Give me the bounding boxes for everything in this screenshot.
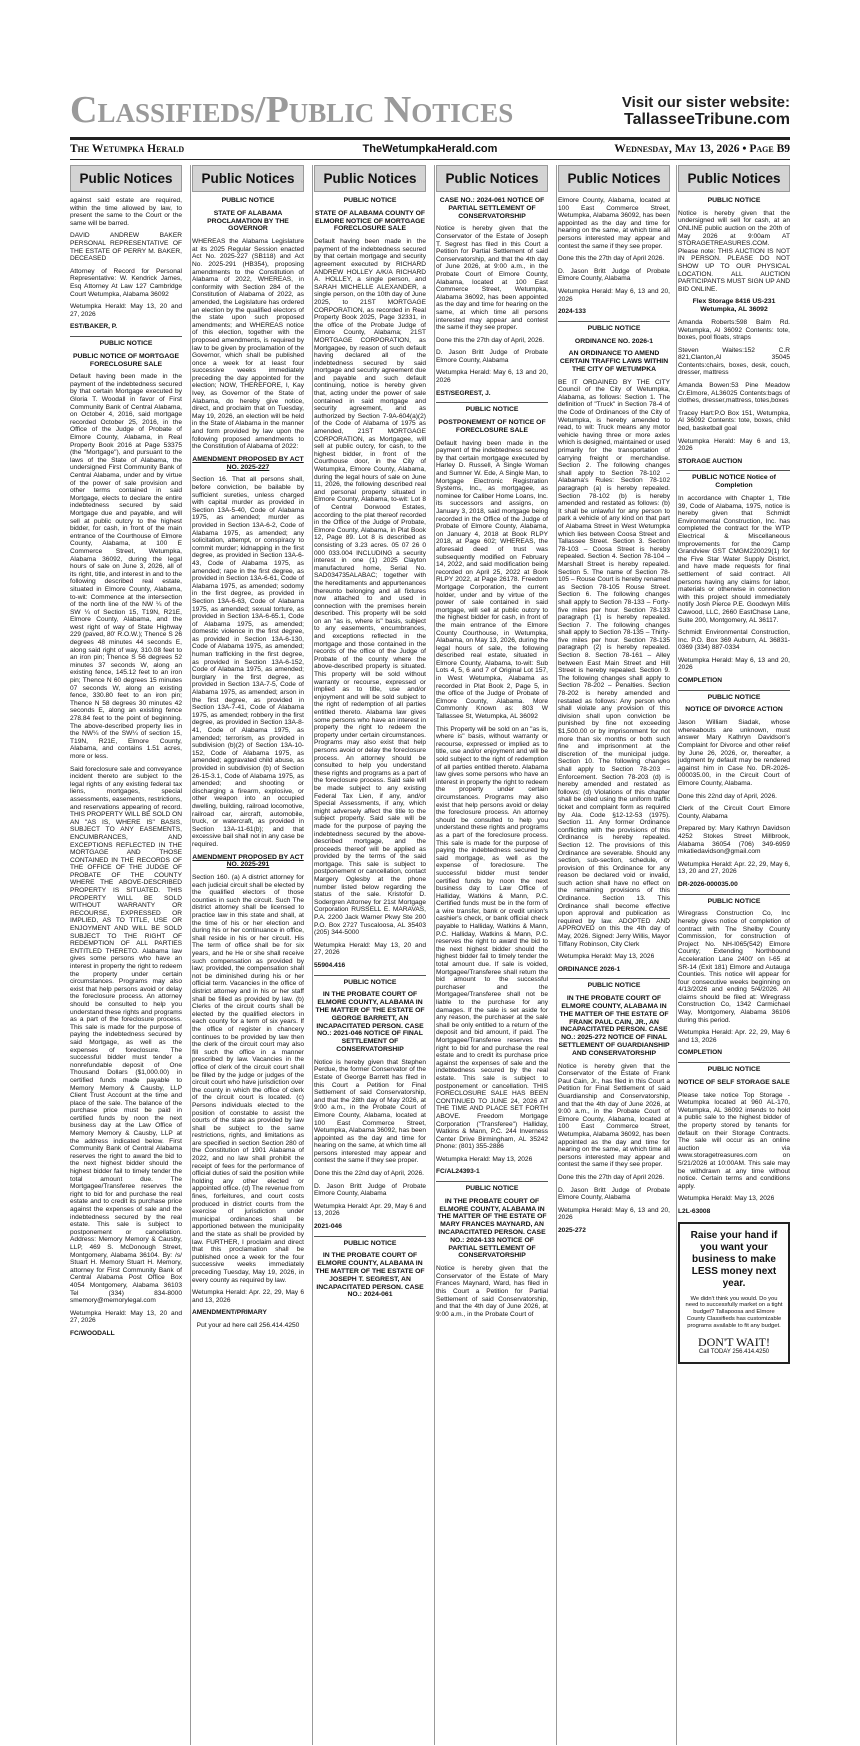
notice-separator [314, 1236, 426, 1237]
column-6 [678, 165, 790, 1745]
notice-separator [558, 978, 670, 979]
notice-heading: AN ORDINANCE TO AMEND CERTAIN TRAFFIC LAWS WITHIN THE CITY OF WETUMPKA [559, 350, 669, 373]
notice-separator [558, 321, 670, 322]
notice-reference: ORDINANCE 2026-1 [558, 965, 621, 973]
amendment-heading: AMENDMENT PROPOSED BY ACT NO. 2025-227 [192, 455, 304, 471]
top-rule [70, 137, 790, 140]
notice-heading: PUBLIC NOTICE [343, 197, 397, 204]
sister-site-link[interactable]: TallasseeTribune.com [624, 111, 790, 128]
notice-paragraph: D. Jason Britt Judge of Probate Elmore County, Alabama [436, 349, 548, 364]
notice-heading: PUBLIC NOTICE [343, 1239, 397, 1247]
notice-heading: IN THE PROBATE COURT OF ELMORE COUNTY, ALABAMA IN THE MATTER OF THE ESTATE OF GEORGE BARRETT, AN INCAPACITATED PERSON. CASE NO.: 2021-046 NOTICE OF FINAL SETTLEMENT OF CONSERVATORSHIP [315, 991, 425, 1053]
notice-heading: NOTICE OF DIVORCE ACTION [685, 706, 783, 714]
notice-paragraph: Wetumpka Herald: Apr. 22, 29, May 6 and 13, 2026 [678, 1029, 790, 1044]
notice-paragraph: Wetumpka Herald: May 13, 2026 [558, 953, 655, 961]
notice-paragraph: Done this 22nd day of April, 2026. [678, 792, 777, 800]
column-1 [70, 165, 182, 1745]
notice-paragraph: Done this the 27th day of April 2026. [558, 255, 665, 263]
notice-reference: AMENDMENT/PRIMARY [192, 1309, 267, 1317]
notice-paragraph: Wetumpka Herald: May 13, 20 and 27, 2026 [314, 941, 426, 957]
notice-separator [70, 336, 182, 337]
notice-paragraph: D. Jason Britt Judge of Probate Elmore County, Alabama [558, 1186, 670, 1202]
ad-headline: Raise your hand if you want your business to make LESS money next year. [690, 1229, 778, 1289]
notice-paragraph: Schmidt Environmental Construction, Inc. P.O. Box 369 Auburn, AL 36831-0369 (334) 887-0334 [678, 629, 790, 652]
notice-paragraph: Wetumpka Herald: May 13, 20 and 27, 2026 [70, 1309, 182, 1325]
classified-promo-ad[interactable] [678, 1222, 790, 1364]
notice-columns [70, 165, 790, 1745]
bottom-rule [70, 159, 790, 160]
notice-heading: PUBLIC NOTICE [707, 1066, 761, 1074]
notice-paragraph: Default having been made in the payment of the indebtedness secured by that certain Mortgage executed by Gloria T. Woodall in favor of First Community Bank of Central Alabama, on October 4, 2016, said mortgage recorded October 25, 2016, in the Office of the Judge of Probate of Elmore County, Alabama, in Real Property Book 2016 at Page 53375 (the "Mortgage"), and pursuant to the laws of the State of Alabama, the undersigned First Community Bank of Central Alabama, under and by virtue of the power of sale provision and other terms contained in said Mortgage, elects to declare the entire indebtedness secured by said Mortgage due and payable, and will sell at public outcry to the highest bidder, for cash, in front of the main entrance of the Courthouse of Elmore County, Alabama, at 100 E Commerce Street, Wetumpka, Alabama 36092, during the legal hours of sale on June 3, 2026, all of its right, title, and interest in and to the following described real estate, situated in Elmore County, Alabama, to-wit: Commence at the intersection of the north line of the NW ¼ of the SW ¼ of Section 15, T19N, R21E, Elmore County, Alabama, and the west right of way of State Highway 229 (paved, 80' R.O.W.); Thence S 26 degrees 48 minutes 44 seconds E, along said right of way, 310.08 feet to an iron pin; Thence S 56 degrees 52 minutes 37 seconds W, along an existing fence, 145.12 feet to an iron pin; Thence N 60 degrees 15 minutes 07 seconds W, along an existing fence, 330.80 feet to an iron pin; Thence N 58 degrees 30 minutes 42 seconds E, along an existing fence 278.84 feet to the point of beginning. The above-described property lies in the NW¼ of the SW¼ of section 15, T19N, R21E, Elmore County, Alabama, and contains 1.51 acres, more or less. [70, 373, 182, 760]
public-notices-banner: Public Notices [314, 165, 426, 192]
notice-reference: 2025-272 [558, 1226, 586, 1234]
notice-paragraph: Wetumpka Herald: Apr. 29, May 6 and 13, 2026 [314, 1202, 426, 1218]
notice-paragraph: BE IT ORDAINED BY THE CITY Council of the City of Wetumpka, Alabama, as follows: Section 1. The definition of "Truck" in Section 78-4 of the Code of Ordinances of the City of Wetumpka, is hereby amended to read, to wit: Truck means any motor vehicle having three or more axles which is designed, maintained or used primarily for the transportation of carrying freight or merchandise. Section 2. The following changes shall apply to Section 78-102 – Alabama's Rules: Section 78-102 paragraph (a) is hereby repealed. Section 78-102 (b) is hereby amended and restated as follows: (b) It shall be unlawful for any person to park a vehicle of any kind on that part of Alabama Street in West Wetumpka which lies between Coosa Street and Tallassee Street. Section 3. Section 78-103 – Coosa Street is hereby repealed. Section 4. Section 78-104 – Marshall Street is hereby repealed. Section 5. The name of Section 78-105 – Rouse Court is hereby renamed as Section 78-105 Rouse Street. Section 6. The following changes shall apply to Section 78-133 – Forty-five miles per hour. Section 78-133 paragraph (1) is hereby repealed. Section 7. The following changes shall apply to Section 78-135 – Thirty-five miles per hour. Section 78-135 paragraph (2) is hereby repealed. Section 8. Section 78-161 – Alley between East Main Street and Hill Street is hereby repealed. Section 9. The following changes shall apply to Section 78-202 – Penalties. Section 78-202 is hereby amended and restated as follows: Any person who shall violate any provision of this division shall upon conviction be punished by fine not exceeding $1,500.00 or by imprisonment for not more than six months or both such fine and imprisonment at the discretion of the municipal judge. Section 10. The following changes shall apply to Section 78-203 – Enforcement. Section 78-203 (d) is hereby amended and restated as follows: (d) Violations of this chapter shall be cited using the uniform traffic ticket and complaint form as required by Ala. Code §12-12-53 (1975). Section 11. Any former Ordinance conflicting with the provisions of this Ordinance is hereby repealed. Section 12. The provisions of this Ordinance are severable. Should any section, sub-section, schedule, or provision of this Ordinance for any reason be declared void or invalid, such action shall have no effect on the remaining provisions of this Ordinance. Section 13. This Ordinance shall become effective upon approval and publication as required by law. ADOPTED AND APPROVED on this the 4th day of May, 2026. Signed: Jerry Willis, Mayor Tiffany Robinson, City Clerk [558, 378, 670, 948]
notice-paragraph: Default having been made in the payment of the indebtedness secured by that certain mortgage executed by Harley D. Russell, A Single Woman and Sumner W. Ede, A Single Man, to Mortgage Electronic Registration Systems, Inc., as mortgagee, as nominee for Caliber Home Loans, Inc. its successors and assigns, on January 3, 2018, said mortgage being recorded in the Office of the Judge of Probate of Elmore County, Alabama, on January 4, 2018 at Book RLPY 2018, at Page 602; WHEREAS, the aforesaid deed of trust was subsequently modified on February 14, 2022, and said modification being recorded on April 25, 2022 at Book RLPY 2022, at Page 26178. Freedom Mortgage Corporation, the current holder, under and by virtue of the power of sale contained in said mortgage, will sell at public outcry to the highest bidder for cash, in front of the main entrance of the Elmore County Courthouse, in Wetumpka, Alabama, on May 13, 2026, during the legal hours of sale, the following described real estate, situated in Elmore County, Alabama, to-wit: Sub Lots 4, 5, 6 and 7 of Original Lot 157, in West Wetumpka, Alabama as recorded in Plat Book 2, Page 5, in the office of the Judge of Probate of Elmore County, Alabama. More Commonly Known as: 803 W Tallassee St, Wetumpka, AL 36092 [436, 439, 548, 721]
notice-reference: COMPLETION [678, 1049, 722, 1057]
notice-paragraph: Please take notice Top Storage - Wetumpka located at 960 AL-170, Wetumpka, AL 36092 intends to hold a public sale to the highest bidder of the property stored by tenants for default on their Storage Contracts. The sale will occur as an online auction via www.storagetreasures.com on 5/21/2026 at 10:00AM. This sale may be withdrawn at any time without notice. Certain terms and conditions apply. [678, 1091, 790, 1190]
notice-heading: CASE NO.: 2024-061 NOTICE OF PARTIAL SETTLEMENT OF CONSERVATORSHIP [439, 197, 545, 220]
notice-paragraph: This Property will be sold on an "as is, where is" basis, without warranty or recourse, expressed or implied as to title, use and/or enjoyment and will be sold subject to the right of redemption of all parties entitled thereto. Alabama law gives some persons who have an interest in property the right to redeem the property under certain circumstances. Programs may also exist that help persons avoid or delay the foreclosure process. An attorney should be consulted to help you understand these rights and programs as a part of the foreclosure process. This sale is made for the purpose of paying the indebtedness secured by said mortgage, as well as the expense of foreclosure. The successful bidder must tender certified funds by noon the next business day to Law Office of Halliday, Watkins & Mann, P.C. Certified funds must be in the form of a wire transfer, bank or credit union's cashier's check, or bank official check payable to Halliday, Watkins & Mann, P.C. Halliday, Watkins & Mann, P.C. reserves the right to award the bid to the next highest bidder should the highest bidder fail to timely tender the total amount due. If sale is voided, Mortgagee/Transferee shall return the bid amount to the successful purchaser and the Mortgagee/Transferee shall not be liable to the purchase for any damages. If the sale is set aside for any reason, the purchaser at the sale shall be only entitled to a return of the deposit and bid amount, if paid. The Mortgagee/Transferee reserves the right to bid for and purchase the real estate and to credit its purchase price against the expenses of sale and the indebtedness secured by the real estate. This sale is subject to postponement or cancellation. THIS FORECLOSURE SALE HAS BEEN CONTINUED TO JUNE 24, 2026 AT THE TIME AND PLACE SET FORTH ABOVE. Freedom Mortgage Corporation ("Transferee") Halliday, Watkins & Mann, P.C. 244 Inverness Center Drive Birmingham, AL 35242 Phone: (801) 355-2886 [436, 725, 548, 1151]
notice-paragraph: Notice is hereby given that the Conservator of the Estate of Frank Paul Cain, Jr., has filed in this Court a Petition for Final Settlement of said Guardianship and Conservatorship, and that the 4th day of June 2026, at 9:00 a.m., in the Probate Court of Elmore County, Alabama, located at 100 East Commerce Street, Wetumpka, Alabama 36092, has been appointed as the day and time for hearing on the same, at which time all persons interested may appear and contest the same if they see proper. [558, 1062, 670, 1169]
notice-reference: FC/AL24393-1 [436, 1168, 480, 1176]
notice-paragraph: Prepared by: Mary Kathryn Davidson 4252 Stokes Street Millbrook, Alabama 36054 (706) 349-6959 mkatiedavidson@gmail.com [678, 825, 790, 856]
notice-heading: Flex Storage 8416 US-231 Wetumpka, AL 36092 [692, 298, 776, 314]
notice-reference: COMPLETION [678, 677, 722, 685]
dateline [70, 143, 790, 157]
ad-placeholder: Put your ad here call 256.414.4250 [196, 1321, 300, 1329]
notice-heading: PUBLIC NOTICE [707, 693, 761, 701]
notice-separator [436, 1181, 548, 1182]
notice-paragraph: Wetumpka Herald: Apr. 22, 29, May 6 and 13, 2026 [192, 1289, 304, 1304]
notice-paragraph: Tracey Hart:P.O Box 151, Wetumpka, Al 36092 Contents: tote, boxes, child bed, basketball goal [678, 409, 790, 433]
notice-separator [436, 402, 548, 403]
public-notices-banner: Public Notices [436, 165, 548, 192]
notice-separator [678, 470, 790, 471]
notice-paragraph: Amanda Bowen:53 Pine Meadow Cr.Elmore, AL36025 Contents:bags of clothes, dresser,mattress, totes,boxes [678, 382, 790, 405]
notice-separator [314, 975, 426, 976]
issue-date: Wednesday, May 13, 2026 • Page B9 [614, 143, 790, 155]
sister-site-promo [622, 94, 790, 128]
column-divider [556, 165, 557, 1745]
notice-heading: PUBLIC NOTICE [707, 197, 761, 204]
notice-heading: PUBLIC NOTICE [343, 978, 397, 986]
notice-heading: PUBLIC NOTICE [465, 1185, 519, 1193]
notice-paragraph: Jason William Siadak, whose whereabouts are unknown, must answer Mary Kathryn Davidson's Complaint for Divorce and other relief by June 26, 2026, or, thereafter, a judgment by default may be rendered against him in Case No. DR-2026-000035.00, in the Circuit Court of Elmore County, Alabama. [678, 719, 790, 788]
notice-paragraph: against said estate are required, within the time allowed by law, to present the same to the Court or the same will be barred. [70, 197, 182, 227]
notice-reference: 55904.416 [314, 962, 346, 969]
visit-line: Visit our sister website: [621, 94, 790, 111]
public-notices-banner: Public Notices [678, 165, 790, 192]
notice-heading: IN THE PROBATE COURT OF ELMORE COUNTY, ALABAMA IN THE MATTER OF THE ESTATE OF MARY FRANCES MAYNARD, AN INCAPACITATED PERSON. CASE NO.: 2024-133 NOTICE OF PARTIAL SETTLEMENT OF CONSERVATORSHIP [437, 1197, 547, 1260]
notice-heading: NOTICE OF SELF STORAGE SALE [678, 1078, 790, 1086]
notice-heading: IN THE PROBATE COURT OF ELMORE COUNTY, ALABAMA IN THE MATTER OF THE ESTATE OF JOSEPH T. SEGREST, AN INCAPACITATED PERSON. CASE NO.: 2024-061 [315, 1252, 425, 1299]
notice-reference: 2024-133 [558, 308, 586, 316]
notice-paragraph: Notice is hereby given that the Conservator of the Estate of Mary Frances Maynard, Ward, has filed in this Court a Petition for Partial Settlement of said Conservatorship, and that the 4th day of June 2026, at 9:00 a.m., in the Probate Court of [436, 1265, 548, 1318]
notice-heading: ORDINANCE NO. 2026-1 [574, 337, 654, 345]
notice-paragraph: Wetumpka Herald: May 13, 20 and 27, 2026 [70, 303, 182, 318]
ad-phone: Call TODAY 256.414.4250 [698, 1348, 770, 1355]
paper-name: The Wetumpka Herald [70, 143, 185, 155]
notice-heading: PUBLIC NOTICE [465, 406, 519, 414]
notice-paragraph: Wetumpka Herald: May 6 and 13, 2026 [678, 437, 790, 453]
notice-paragraph: Done this the 27th day of April, 2026. [436, 336, 545, 344]
notice-heading: PUBLIC NOTICE [587, 324, 641, 332]
notice-heading: PUBLIC NOTICE [99, 339, 153, 347]
notice-heading: PUBLIC NOTICE [587, 982, 641, 990]
notice-paragraph: Notice is hereby given that the undersigned will sell for cash, at an ONLINE public auction on the 20th of May 2026 at 9:00am AT STORAGETREASURES.COM. Please note: THIS AUCTION IS NOT IN PERSON. PLEASE DO NOT SHOW UP TO OUR PHYSICAL LOCATION. ALL AUCTION PARTICIPANTS MUST SIGN UP AND BID ONLINE. [678, 209, 790, 293]
notice-reference: FC/WOODALL [70, 1329, 115, 1337]
column-divider [312, 165, 313, 1745]
notice-paragraph: Said foreclosure sale and conveyance incident thereto are subject to the legal rights of any existing federal tax liens, mortgages, special assessments, easements, restrictions, and reservations appearing of record. THIS PROPERTY WILL BE SOLD ON AN "AS IS, WHERE IS" BASIS, SUBJECT TO ANY EASEMENTS, ENCUMBRANCES, AND EXCEPTIONS REFLECTED IN THE MORTGAGE AND THOSE CONTAINED IN THE RECORDS OF THE OFFICE OF THE JUDGE OF PROBATE OF THE COUNTY WHERE THE ABOVE-DESCRIBED PROPERTY IS SITUATED. THIS PROPERTY WILL BE SOLD WITHOUT WARRANTY OR RECOURSE, EXPRESSED OR IMPLIED, AS TO TITLE, USE OR ENJOYMENT AND WILL BE SOLD SUBJECT TO THE RIGHT OF REDEMPTION OF ALL PARTIES ENTITLED THERETO. Alabama law gives some persons who have an interest in property the right to redeem the property under certain circumstances. Programs may also exist that help persons avoid or delay the foreclosure process. An attorney should be consulted to help you understand these rights and programs as a part of the foreclosure process. This sale is made for the purpose of paying the indebtedness secured by said Mortgage, as well as the expenses of foreclosure. The successful bidder must tender a nonrefundable deposit of One Thousand Dollars ($1,000.00) in certified funds made payable to Memory Memory & Causby, LLP Client Trust Account at the time and place of the sale. The balance of the purchase price must be paid in certified funds by noon the next business day at the Law Office of Memory Memory & Causby, LLP at the address indicated below. First Community Bank of Central Alabama reserves the right to award the bid to the next highest bidder should the highest bidder fail to timely tender the total amount due. The Mortgagee/Transferee reserves the right to bid for and purchase the real estate and to credit its purchase price against the expenses of sale and the indebtedness secured by the real estate. This sale is subject to postponement or cancellation. Address: Memory Memory & Causby, LLP, 469 S. McDonough Street, Montgomery, Alabama 36104. By: /s/ Stuart H. Memory Stuart H. Memory, attorney for First Community Bank of Central Alabama Post Office Box 4054 Montgomery, Alabama 36103 Tel (334) 834-8000 smemory@memorylegal.com [70, 765, 182, 1305]
notice-paragraph: Steven Waites:152 C.R 821,Clanton,Al 35045 Contents:chairs, boxes, desk, couch, dresser, mattress [678, 346, 790, 377]
notice-paragraph: Wetumpka Herald: May 13, 2026 [678, 1195, 775, 1203]
notice-heading: IN THE PROBATE COURT OF ELMORE COUNTY, ALABAMA IN THE MATTER OF THE ESTATE OF FRANK PAUL CAIN, JR., AN INCAPACITATED PERSON. CASE NO.: 2025-272 NOTICE OF FINAL SETTLEMENT OF GUARDIANSHIP AND CONSERVATORSHIP [558, 995, 670, 1057]
column-5 [558, 165, 670, 1745]
amendment-heading: AMENDMENT PROPOSED BY ACT NO. 2025-291 [192, 853, 304, 869]
notice-separator [678, 894, 790, 895]
notice-paragraph: Wetumpka Herald: May 13, 2026 [436, 1155, 533, 1163]
column-divider [676, 165, 677, 1745]
notice-paragraph: Done this the 27th day of April 2026. [558, 1173, 665, 1181]
notice-heading: PUBLIC NOTICE Notice of Completion [692, 474, 776, 490]
website-name[interactable]: TheWetumpkaHerald.com [362, 143, 498, 155]
notice-reference: EST/SEGREST, J. [436, 389, 491, 397]
notice-separator [678, 1062, 790, 1063]
notice-heading: PUBLIC NOTICE OF MORTGAGE FORECLOSURE SALE [72, 352, 180, 368]
column-4 [436, 165, 548, 1745]
notice-paragraph: Clerk of the Circuit Court Elmore County, Alabama [678, 805, 790, 820]
public-notices-banner: Public Notices [70, 165, 182, 192]
notice-heading: STATE OF ALABAMA PROCLAMATION BY THE GOVERNOR [207, 209, 289, 233]
notice-paragraph: D. Jason Britt Judge of Probate Elmore County, Alabama [558, 267, 670, 283]
notice-reference: EST/BAKER, P. [70, 323, 118, 331]
notice-reference: STORAGE AUCTION [678, 457, 743, 465]
ad-cta: DON'T WAIT! [697, 1334, 771, 1349]
public-notices-banner: Public Notices [558, 165, 670, 192]
notice-heading: STATE OF ALABAMA COUNTY OF ELMORE NOTICE OF MORTGAGE FORECLOSURE SALE [314, 209, 426, 233]
column-2 [192, 165, 304, 1745]
notice-paragraph: Default having been made in the payment of the indebtedness secured by that certain mortgage and security agreement executed by RICHARD ANDREW HOLLEY A/K/A RICHARD A. HOLLEY, a single person, and SARAH MICHELLE ALEXANDER, a single person, on the 10th day of June 2025, to 21ST MORTGAGE CORPORATION, as recorded in Real Property Book 2025, Page 32331, in the office of the Probate Judge of Elmore County, Alabama; 21ST MORTGAGE CORPORATION, as Mortgagee, by reason of such default having declared all of the indebtedness secured by said mortgage and security agreement due and payable and such default continuing, notice is hereby given that, acting under the power of sale contained in said mortgage and security agreement, and as authorized by Section 7-9A-604(a)(2) of the Code of Alabama of 1975 as amended, 21ST MORTGAGE CORPORATION, as Mortgagee, will sell at public outcry, for cash, to the highest bidder, in front of the Courthouse door, in the City of Wetumpka, Elmore County, Alabama, during the legal hours of sale on June 11, 2026, the following described real and personal property situated in Elmore County, Alabama, to-wit: Lot 8 of Central Dorwood Estates, according to the plat thereof recorded in the Office of the Judge of Probate, Elmore County, Alabama, in Plat Book 12, Page 89. Lot 8 is described as consisting of 3.23 acres. 05 07 26 0 000 033.004 INCLUDING a security interest in one (1) 2025 Clayton manufactured home, Serial No. SAD034735ALABAC; together with the hereditaments and appurtenances thereunto belonging and all fixtures now attached to and used in connection with the premises herein described. This property will be sold on an "as is, where is" basis, subject to any easements, encumbrances, and exceptions reflected in the mortgage and those contained in the records of the office of the Judge of Probate of the county where the above-described property is situated. This property will be sold without warranty or recourse, expressed or implied as to title, use and/or enjoyment and will be sold subject to the right of redemption of all parties entitled thereto. Alabama law gives some persons who have an interest in property the right to redeem the property under certain circumstances. Programs may also exist that help persons avoid or delay the foreclosure process. An attorney should be consulted to help you understand these rights and programs as a part of the foreclosure process. Said sale will be made subject to any existing Federal Tax Lien, if any, and/or Special Assessments, if any, which might adversely affect the title to the subject property. Said sale will be made for the purpose of paying the indebtedness secured by the above-described mortgage, and the proceeds thereof will be applied as provided by the terms of the said mortgage. This sale is subject to postponement or cancellation, contact Margery Oglesby at the phone number listed below regarding the status of the sale. Kristofor D. Sodergren Attorney for 21st Mortgage Corporation RUSSELL E. MARAVAS, P.A. 2200 Jack Warner Pkwy Ste 200 P.O. Box 2727 Tuscaloosa, AL 35403 (205) 344-5000 [314, 238, 426, 937]
notice-reference: 2021-046 [314, 1223, 342, 1231]
notice-reference: L2L-63008 [678, 1207, 711, 1215]
notice-paragraph: Wetumpka Herald: May 6, 13 and 20, 2026 [558, 1206, 670, 1222]
column-divider [434, 165, 435, 1745]
notice-heading: POSTPONEMENT OF NOTICE OF FORECLOSURE SALE [438, 419, 546, 434]
masthead [70, 90, 790, 136]
notice-paragraph: Done this the 22nd day of April, 2026. [314, 1170, 424, 1178]
notice-paragraph: Amanda Roberts:598 Balm Rd. Wetumpka, Al 36092 Contents: tote, boxes, pool floats, straps [678, 318, 790, 342]
notice-paragraph: DAVID ANDREW BAKER PERSONAL REPRESENTATIVE OF THE ESTATE OF PERRY M. BAKER, DECEASED [70, 232, 182, 263]
notice-paragraph: Notice is hereby given that the Conservator of the Estate of Joseph T. Segrest has filed in this Court a Petition for Partial Settlement of said Conservatorship, and that the 4th day of June 2026, at 9:00 a.m., in the Probate Court of Elmore County, Alabama, located at 100 East Commerce Street, Wetumpka, Alabama 36092, has been appointed as the day and time for hearing on the same, at which time all persons interested may appear and contest the same if they see proper. [436, 225, 548, 332]
notice-heading: PUBLIC NOTICE [221, 197, 275, 204]
notice-paragraph: Elmore County, Alabama, located at 100 East Commerce Street, Wetumpka, Alabama 36092, has been appointed as the day and time for hearing on the same, at which time all persons interested may appear and contest the same if they see proper. [558, 197, 670, 250]
column-3 [314, 165, 426, 1745]
notice-paragraph: Notice is hereby given that Stephen Perdue, the former Conservator of the Estate of George Barrett has filed in this Court a Petition for Final Settlement of said Conservatorship, and that the 28th day of May 2026, at 9:00 a.m., in the Probate Court of Elmore County, Alabama, located at 100 East Commerce Street, Wetumpka, Alabama 36092, has been appointed as the day and time for hearing on the same, at which time all persons interested may appear and contest the same if they see proper. [314, 1058, 426, 1165]
notice-paragraph: Wetumpka Herald: May 6, 13 and 20, 2026 [558, 287, 670, 303]
notice-paragraph: Wetumpka Herald: May 6, 13 and 20, 2026 [678, 656, 790, 672]
notice-reference: DR-2026-000035.00 [678, 880, 738, 888]
notice-paragraph: Wiregrass Construction Co, Inc hereby gives notice of completion of contract with The Shelby County Commission, for construction of Project No. NH-I065(542) Elmore County; Extending Northbound Acceleration Lane 2400' on I-65 at SR-14 (Exit 181) Elmore and Autauga Counties. This notice will appear for four consecutive weeks beginning on 4/13/2026 and ending 5/4/2026. All claims should be filed at: Wiregrass Construction Co, 1342 Carmichael Way, Montgomery, Alabama 36106 during this period. [678, 910, 790, 1024]
notice-paragraph: Section 16. That all persons shall, before conviction, be bailable by sufficient sureties, unless charged with capital murder as provided in Section 13A-5-40, Code of Alabama 1975, as amended; murder as provided in Section 13A-6-2, Code of Alabama 1975, as amended; any solicitation, attempt, or conspiracy to commit murder; kidnapping in the first degree, as provided in Section 13A-6-43, Code of Alabama 1975, as amended; rape in the first degree, as provided in Section 13A-6-61, Code of Alabama 1975, as amended; sodomy in the first degree, as provided in Section 13A-6-63, Code of Alabama 1975, as amended; sexual torture, as provided in Section 13A-6-65.1, Code of Alabama 1975, as amended; domestic violence in the first degree, as provided in Section 13A-6-130, Code of Alabama 1975, as amended; human trafficking in the first degree, as provided in Section 13A-6-152, Code of Alabama 1975, as amended; burglary in the first degree, as provided in Section 13A-7-5, Code of Alabama 1975, as amended; arson in the first degree, as provided in Section 13A-7-41, Code of Alabama 1975, as amended; robbery in the first degree, as provided in Section 13A-8-41, Code of Alabama 1975, as amended; terrorism, as provided in subdivision (b)(2) of Section 13A-10-152, Code of Alabama 1975, as amended; aggravated child abuse, as provided in subdivision (b) of Section 26-15-3.1, Code of Alabama 1975, as amended; and shooting or discharging a firearm, explosive, or other weapon into an occupied dwelling, building, railroad locomotive, railroad car, aircraft, automobile, truck, or watercraft, as provided in Section 13A-11-61(b); and that excessive bail shall not in any case be required. [192, 476, 304, 848]
section-title: Classifieds/Public Notices [70, 89, 514, 131]
notice-paragraph: Wetumpka Herald: May 6, 13 and 20, 2026 [436, 369, 548, 385]
notice-paragraph: Attorney of Record for Personal Representative: W. Kendrick James, Esq Attorney At Law 127 Cambridge Court Wetumpka, Alabama 36092 [70, 267, 182, 298]
notice-paragraph: WHEREAS the Alabama Legislature at its 2025 Regular Session enacted Act No. 2025-227 (SB118) and Act No. 2025-291 (HB354), proposing amendments to the Constitution of Alabama of 2022, WHEREAS, in conformity with Section 284 of the Constitution of Alabama of 2022, as amended, the Legislature has ordered an election by the qualified electors of the state upon such proposed amendments; and WHEREAS notice of this election, together with the proposed amendments, is required by law to be given by proclamation of the Governor, which shall be published once a week for at least four successive weeks immediately preceding the day appointed for the election; NOW, THEREFORE, I, Kay Ivey, as Governor of the State of Alabama, do hereby give notice, direct, and proclaim that on Tuesday, May 19, 2026, an election will be held in the State of Alabama in the manner and form provided by law upon the following proposed amendments to the Constitution of Alabama of 2022: [192, 238, 304, 451]
column-divider [190, 165, 191, 1745]
notice-paragraph: In accordance with Chapter 1, Title 39, Code of Alabama, 1975, notice is hereby given that Schmidt Environmental Construction, Inc. has completed the contract for the WTP Electrical & Miscellaneous Improvements for the Camp Grandview GST CMGM220029(1) for the Five Star Water Supply District, and have made requests for final settlement of said contract. All persons having any claims for labor, materials or otherwise in connection with this project should immediately notify Josh Pierce P.E. Goodwyn Mills Cawood, LLC, 2660 EastChase Lane, Suite 200, Montgomery, AL 36117. [678, 495, 790, 624]
notice-heading: PUBLIC NOTICE [707, 897, 761, 905]
notice-paragraph: D. Jason Britt Judge of Probate Elmore County, Alabama [314, 1182, 426, 1198]
notice-paragraph: Section 160. (a) A district attorney for each judicial circuit shall be elected by the qualified electors of those counties in such the circuit. Such The district attorney shall be licensed to practice law in this state and shall, at the time of his or her election and during his or her continuance in office, shall reside in his or her circuit. His The term of office shall be for six years, and he He or she shall receive such compensation as provided by law; provided, the compensation shall not be diminished during his or her official term. Vacancies in the office of district attorney and in his or her staff shall be filled as provided by law. (b) Clerks of the circuit courts shall be elected by the qualified electors in each county for a term of six years. If the office of register in chancery continues to be provided by law then the clerk of the circuit court may also fill such the office in a manner prescribed by law. Vacancies in the office of clerk of the circuit court shall be filled by the judge or judges of the circuit court who have jurisdiction over the county in which the office of clerk of the circuit court is located. (c) Persons individuals elected to the position of constable to assist the courts of the state as provided by law shall be subject to the same restrictions, rights, and limitations as are specified in section Section 280 of the Constitution of 1901 Alabama of 2022, and no law shall prohibit the receipt of fees for the performance of official duties of said the position while holding any other elected or appointed office. (d) The revenue from fines, forfeitures, and court costs produced in district courts from the exercise of jurisdiction under municipal ordinances shall be apportioned between the municipality and the state as shall be provided by law. FURTHER, I proclaim and direct that this proclamation shall be published once a week for the four successive weeks immediately preceding Tuesday, May 19, 2026, in every county as required by law. [192, 874, 304, 1284]
notice-paragraph: Wetumpka Herald: Apr. 22, 29, May 6, 13, 20 and 27, 2026 [678, 860, 790, 876]
ad-body: We didn't think you would. Do you need to successfully market on a tight budget? Tallapoosa and Elmore County Classifieds has customizable programs available to fit any budget. [685, 1295, 783, 1329]
notice-separator [678, 690, 790, 691]
public-notices-banner: Public Notices [192, 165, 304, 192]
